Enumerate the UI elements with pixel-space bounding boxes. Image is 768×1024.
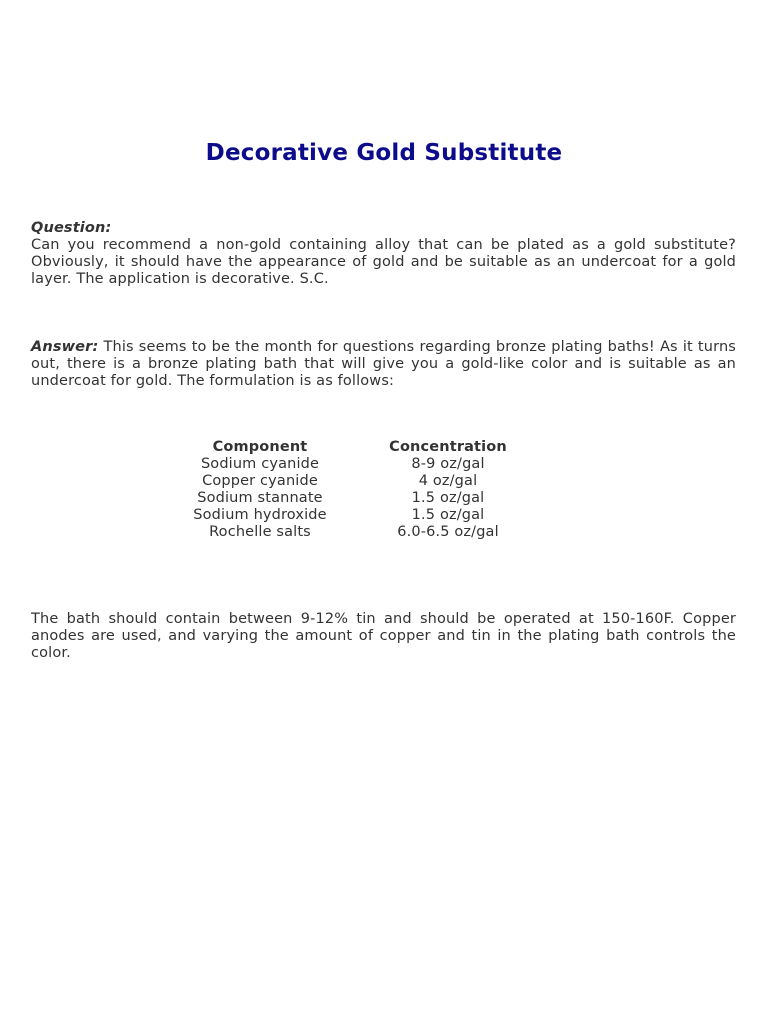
component-cell: Sodium hydroxide [193, 507, 327, 523]
table-row [186, 524, 522, 541]
formulation-table [186, 439, 522, 541]
question-label: Question: [31, 220, 112, 236]
table-row [186, 507, 522, 524]
answer-section [31, 339, 736, 390]
closing-paragraph: The bath should contain between 9-12% tin and should be operated at 150-160F. Copper anodes are used, and varying the amount of copper and tin in the plating bath controls the color. [31, 611, 736, 661]
concentration-cell: 4 oz/gal [418, 473, 478, 489]
component-cell: Copper cyanide [202, 473, 318, 489]
column-header-concentration: Concentration [389, 439, 507, 455]
concentration-cell: 1.5 oz/gal [411, 507, 485, 523]
table-row [186, 456, 522, 473]
concentration-cell: 1.5 oz/gal [411, 490, 485, 506]
question-section [31, 220, 736, 288]
table-row [186, 490, 522, 507]
question-text: Can you recommend a non-gold containing alloy that can be plated as a gold substitute? Obviously, it should have the appearance of gold and be suitable as an undercoat for a gold layer. The application is decorative. S.C. [31, 237, 736, 287]
answer-label: Answer: [31, 339, 99, 355]
table-row [186, 473, 522, 490]
concentration-cell: 8-9 oz/gal [411, 456, 485, 472]
column-header-component: Component [212, 439, 308, 455]
page-title: Decorative Gold Substitute [205, 140, 563, 166]
component-cell: Sodium cyanide [200, 456, 320, 472]
answer-text: This seems to be the month for questions regarding bronze plating baths! As it turns out, there is a bronze plating bath that will give you a gold-like color and is suitable as an undercoat for gold. The formulation is as follows: [31, 339, 736, 389]
component-cell: Sodium stannate [197, 490, 323, 506]
table-header-row [186, 439, 522, 456]
concentration-cell: 6.0-6.5 oz/gal [397, 524, 499, 540]
component-cell: Rochelle salts [209, 524, 311, 540]
